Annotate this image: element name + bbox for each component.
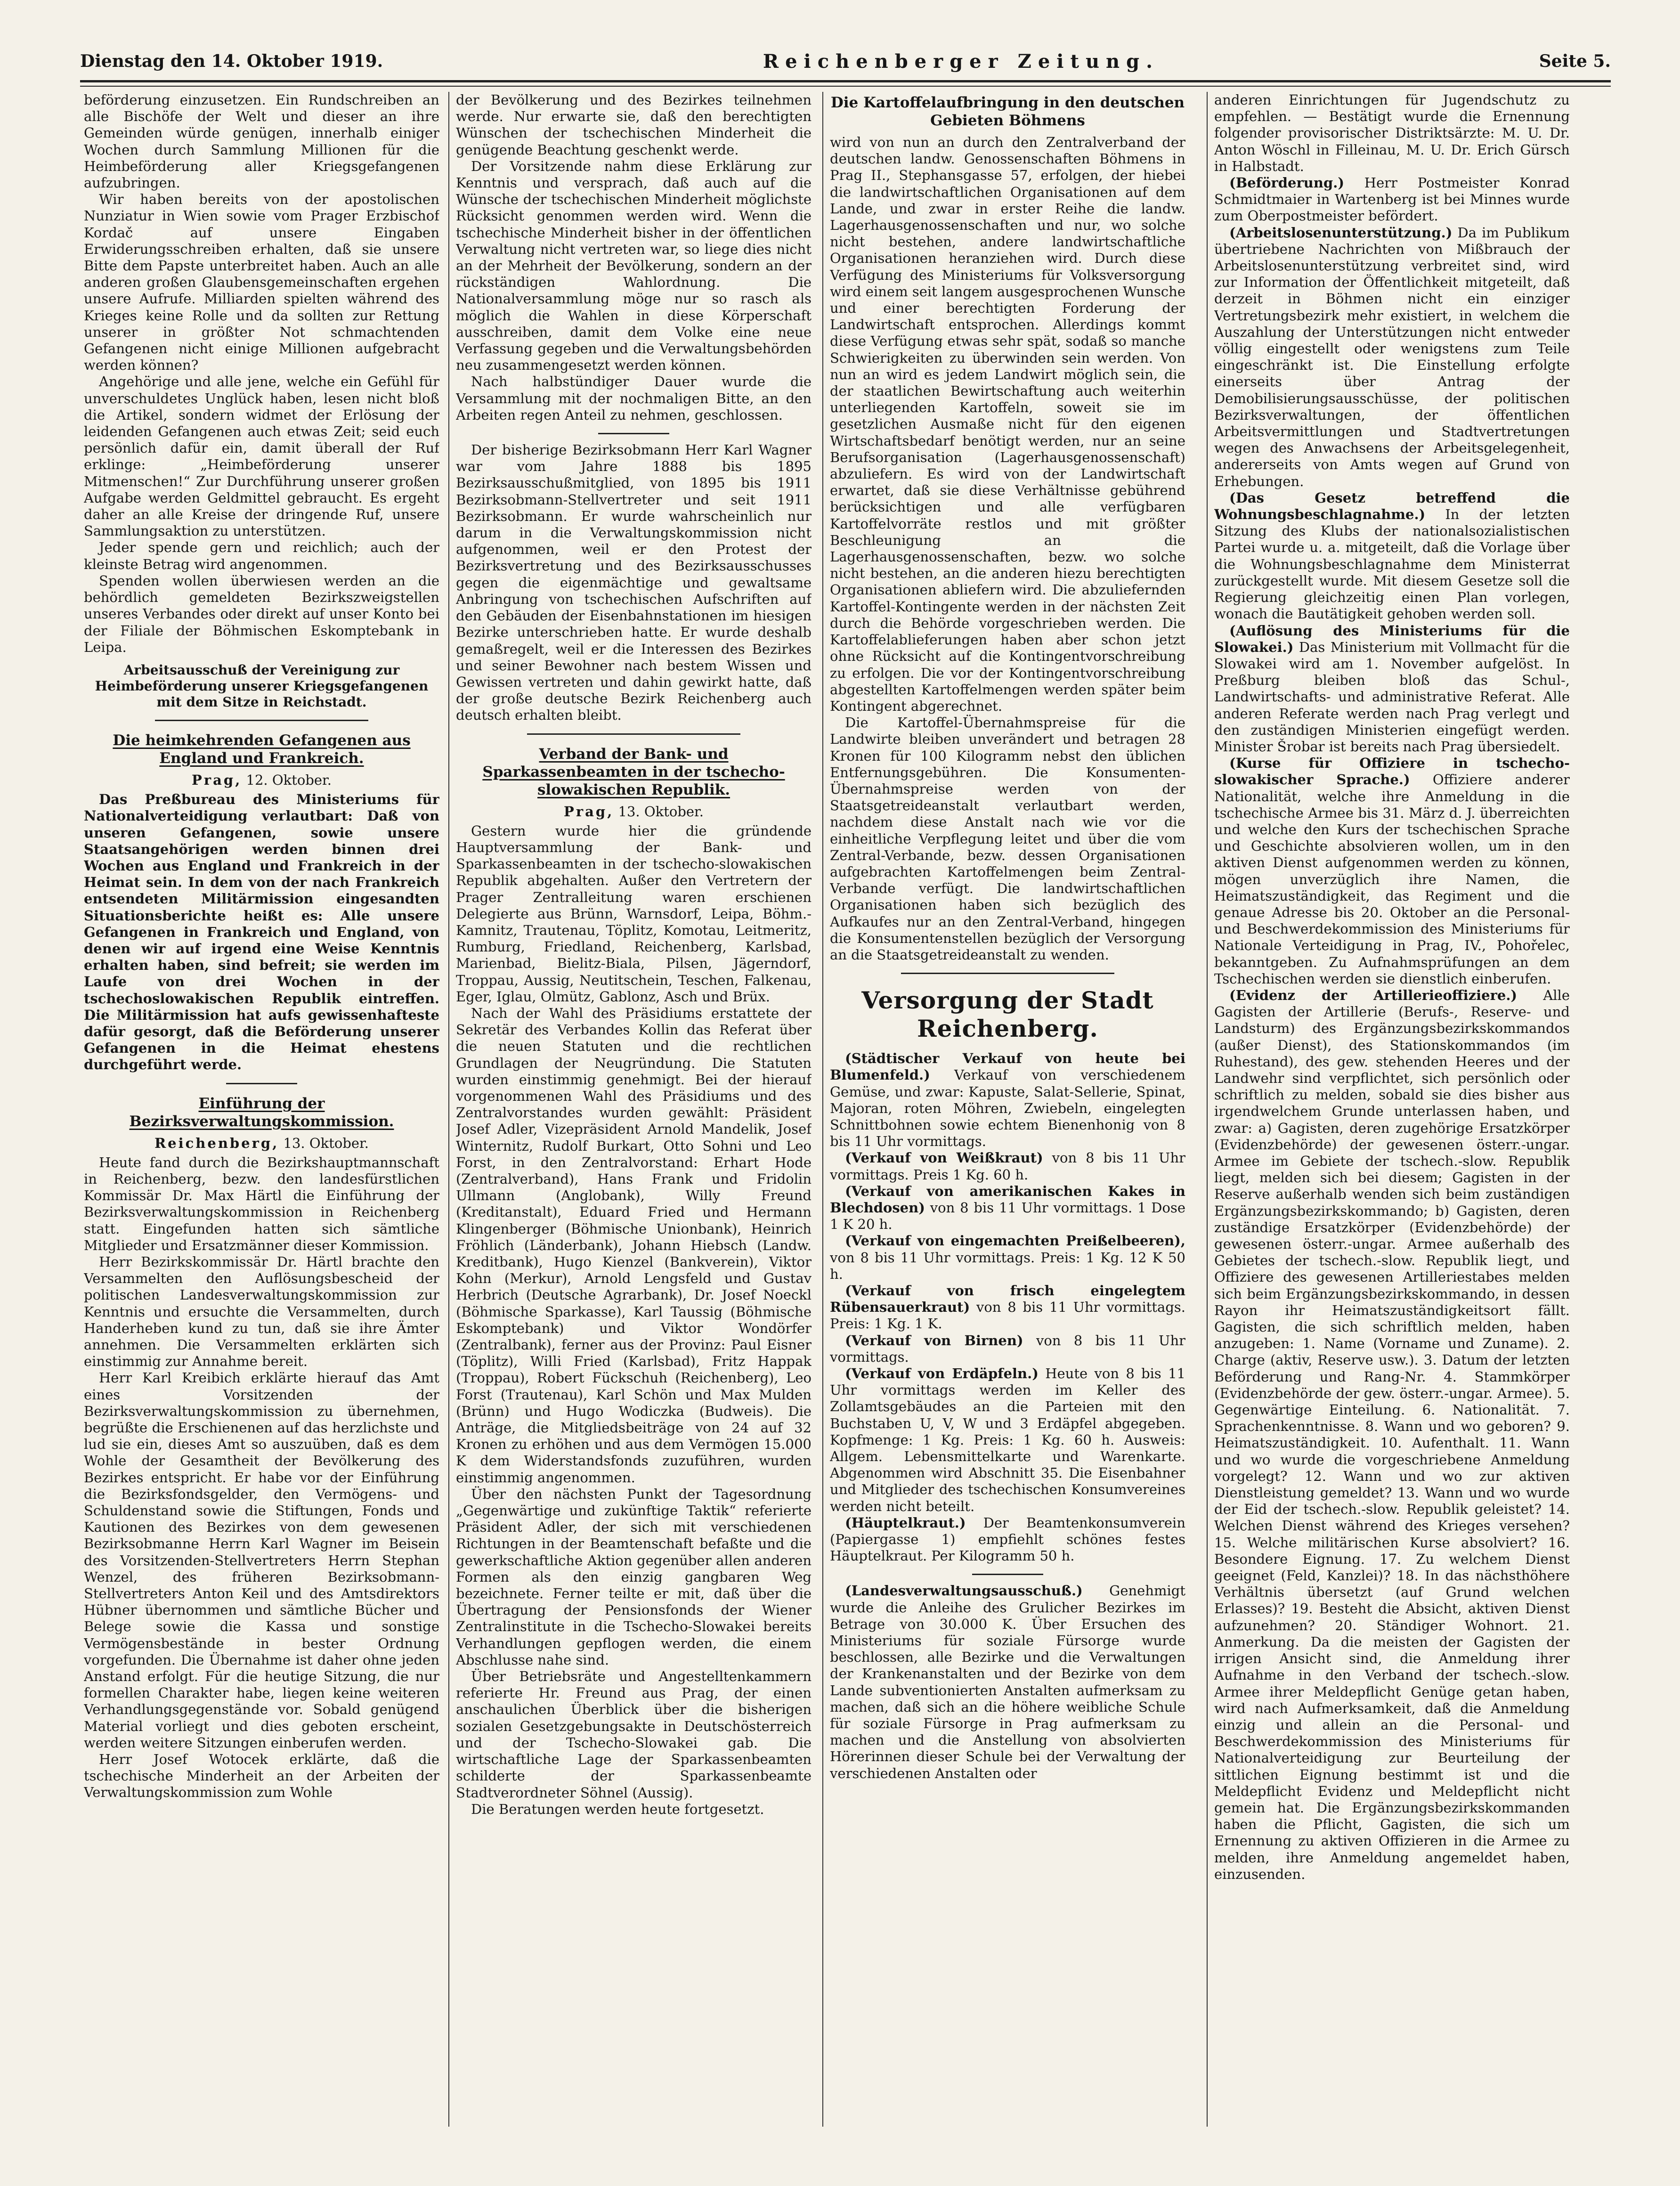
page-number: Seite 5.: [1539, 51, 1611, 71]
paragraph: Die Kartoffel-Übernahmspreise für die Landwirte bleiben unverändert und betragen 28 Kronen für 100 Kilogramm nebst den üblichen Entfernungsgebühren. Die Konsumenten-Übernahmspreise werden von der Staatsgetreideanstalt verlautbart werden, nachdem diese Anstalt nach wie vor die einheitliche Verpflegung leitet und über die vom Zentral-Verbande, bezw. dessen Organisationen aufgebrachten Kartoffelmengen beim Zentral-Verbande verfügt. Die landwirtschaftlichen Organisationen haben sich bezüglich des Aufkaufes nur an den Zentral-Verband, hingegen die Konsumentenstellen bezüglich der Versorgung an die Staatsgetreideanstalt zu wenden.: [830, 715, 1185, 963]
item-text: von 8 bis 11 Uhr vormittags.: [830, 1332, 1185, 1365]
dateline-date: 13. Oktober.: [618, 803, 704, 820]
paragraph: der Bevölkerung und des Bezirkes teilnehmen werde. Nur erwarte sie, daß den berechtigten Wünschen der tschechischen Minderheit die genügende Beachtung geschenkt werde.: [456, 92, 812, 158]
paragraph: Über den nächsten Punkt der Tagesordnung „Gegenwärtige und zukünftige Taktik“ referierte Präsident Adler, der sich mit verschiedenen Richtungen in der Beamtenschaft befaßte und die gewerkschaftliche Aktion gegenüber allen anderen Formen als den einzig gangbaren Weg bezeichnete. Ferner teilte er mit, daß über die Übertragung der Pensionsfonds der Wiener Zentralinstitute in die Tschecho-Slowakei bereits Verhandlungen gepflogen werden, die einem Abschlusse nahe sind.: [456, 1486, 812, 1668]
news-item: [830, 1050, 1185, 1150]
column-2: [456, 92, 812, 2122]
item-title: (Verkauf von eingemachten Preißelbeeren),: [845, 1233, 1185, 1249]
paragraph: Heute fand durch die Bezirkshauptmannschaft in Reichenberg, bezw. den landesfürstlichen Kommissär Dr. Max Härtl die Einführung der Bezirksverwaltungskommission in Reichenberg statt. Eingefunden hatten sich sämtliche Mitglieder und Ersatzmänner dieser Kommission.: [84, 1154, 439, 1253]
paragraph: Herr Josef Wotocek erklärte, daß die tschechische Minderheit an der Arbeiten der Verwaltungskommission zum Wohle: [84, 1751, 439, 1801]
article-headline: Verband der Bank- und Sparkassenbeamten in der tschecho-slowakischen Republik.: [482, 745, 785, 798]
item-text: In der letzten Sitzung des Klubs der nationalsozialistischen Partei wurde u. a. mitgeteilt, daß die Vorlage über die Wohnungsbeschlagnahme dem Ministerrat zurückgestellt wurde. Mit diesem Gesetze soll die Regierung gleichzeitig einen Plan vorlegen, wonach die Bautätigkeit gehoben werden soll.: [1214, 506, 1570, 622]
news-item: [830, 1233, 1185, 1283]
paragraph: Das Preßbureau des Ministeriums für Nationalverteidigung verlautbart: Daß von unseren Gefangenen, sowie unsere Staatsangehörigen werden binnen drei Wochen aus England und Frankreich in der Heimat sein. In dem von der nach Frankreich entsendeten Militärmission eingesandten Situationsberichte heißt es: Alle unsere Gefangenen in Frankreich und England, von denen wir auf irgend eine Weise Kenntnis erhalten haben, sind befreit; sie werden im Laufe von drei Wochen in der tschechoslowakischen Republik eintreffen. Die Militärmission hat aufs gewissenhafteste dafür gesorgt, daß die Beförderung unserer Gefangenen in die Heimat ehestens durchgeführt werde.: [84, 791, 439, 1073]
paragraph: Der bisherige Bezirksobmann Herr Karl Wagner war vom Jahre 1888 bis 1895 Bezirksausschußmitglied, von 1895 bis 1911 Bezirksobmann-Stellvertreter und seit 1911 Bezirksobmann. Er wurde wahrscheinlich nur darum in die Verwaltungskommission nicht aufgenommen, weil er den Protest der Bezirksvertretung und des Bezirksausschusses gegen die eigenmächtige und gewaltsame Anbringung von tschechischen Aufschriften auf den Gebäuden der Eisenbahnstationen im hiesigen Bezirke unterschrieben hatte. Er wurde deshalb gemaßregelt, weil er die Interessen des Bezirkes und seiner Bewohner nach bestem Wissen und Gewissen vertreten und dahin gewirkt hatte, daß der große deutsche Bezirk Reichenberg auch deutsch erhalten bleibt.: [456, 442, 812, 723]
article-separator: [901, 973, 1114, 974]
article-separator: [155, 720, 368, 721]
article-separator: [527, 733, 740, 735]
dateline-place: Prag,: [564, 803, 614, 820]
article-headline: Die Kartoffelaufbringung in den deutschen Gebieten Böhmens: [830, 94, 1185, 129]
news-item: [830, 1365, 1185, 1515]
item-text: von 8 bis 11 Uhr vormittags. Preis: 1 Kg. 12 K 50 h.: [830, 1249, 1185, 1282]
item-text: Heute von 8 bis 11 Uhr vormittags werden im Keller des Zollamtsgebäudes an die Parteien mit den Buchstaben U, V, W und 3 Erdäpfel abgegeben. Kopfmenge: 1 Kg. Preis: 1 Kg. 60 h. Ausweis: Allgem. Lebensmittelkarte und Warenkarte. Abgenommen wird Abschnitt 35. Die Eisenbahner und Mitglieder des tschechischen Konsumvereines werden nicht beteilt.: [830, 1365, 1185, 1514]
article-separator: [598, 433, 669, 434]
dateline: [456, 804, 812, 820]
paragraph: Nach der Wahl des Präsidiums erstattete der Sekretär des Verbandes Kollin das Referat über die neuen Statuten und die rechtlichen Grundlagen der Neugründung. Die Statuten wurden einstimmig genehmigt. Bei der hierauf vorgenommenen Wahl des Präsidiums und des Zentralvorstandes wurden gewählt: Präsident Josef Adler, Vizepräsident Arnold Mandelik, Josef Winternitz, Rudolf Burkart, Otto Sohni und Leo Forst, in den Zentralvorstand: Erhart Hode (Zentralverband), Hans Frank und Fridolin Ullmann (Anglobank), Willy Freund (Kreditanstalt), Eduard Fried und Hermann Klingenberger (Böhmische Unionbank), Heinrich Fröhlich (Länderbank), Johann Hiebsch (Landw. Kreditbank), Hugo Kienzel (Bankverein), Viktor Kohn (Merkur), Arnold Lengsfeld und Gustav Herbrich (Deutsche Agrarbank), Dr. Josef Noeckl (Böhmische Sparkasse), Karl Taussig (Böhmische Eskomptebank) und Viktor Wondörfer (Zentralbank), ferner aus der Provinz: Paul Eisner (Töplitz), Willi Fried (Karlsbad), Fritz Happak (Troppau), Robert Fückschuh (Reichenberg), Leo Forst (Trautenau), Karl Schön und Max Mulden (Brünn) und Hugo Wodiczka (Budweis). Die Anträge, die Mitgliedsbeiträge von 24 auf 32 Kronen zu erhöhen und aus dem Vermögen 15.000 K dem Widerstandsfonds zuzuführen, wurden einstimmig angenommen.: [456, 1005, 812, 1486]
paragraph: Wir haben bereits von der apostolischen Nunziatur in Wien sowie vom Prager Erzbischof Kordač auf unsere Eingaben Erwiderungsschreiben erhalten, daß sie unsere Bitte dem Papste unterbreitet haben. Auch an alle anderen großen Glaubensgemeinschaften ergehen unsere Aufrufe. Milliarden spielten während des Krieges keine Rolle und da sollten zur Rettung unserer in größter Not schmachtenden Gefangenen nicht einige Millionen aufgebracht werden können?: [84, 191, 439, 374]
item-text: von 8 bis 11 Uhr vormittags. 1 Dose 1 K 20 h.: [830, 1199, 1185, 1233]
item-title: (Landesverwaltungsausschuß.): [845, 1583, 1083, 1599]
paragraph: Über Betriebsräte und Angestelltenkammern referierte Hr. Freund aus Prag, der einen anschaulichen Überblick über die bisherigen sozialen Gesetzgebungsakte in Deutschösterreich und der Tschecho-Slowakei gab. Die wirtschaftliche Lage der Sparkassenbeamten schilderte der Sparkassenbeamte Stadtverordneter Söhnel (Aussig).: [456, 1668, 812, 1801]
header-rule: [80, 80, 1611, 82]
item-text: Der Beamtenkonsumverein (Papiergasse 1) empfiehlt schönes festes Häuptelkraut. Per Kilogramm 50 h.: [830, 1514, 1185, 1564]
column-divider: [822, 92, 823, 2127]
header-date: Dienstag den 14. Oktober 1919.: [80, 51, 383, 71]
article-separator: [972, 1574, 1043, 1575]
dateline: [84, 772, 439, 788]
item-text: von 8 bis 11 Uhr vormittags. Preis 1 Kg. 60 h.: [830, 1150, 1185, 1183]
news-item: [1214, 755, 1570, 987]
paragraph: Der Vorsitzende nahm diese Erklärung zur Kenntnis und versprach, daß auch auf die Wünsche der tschechischen Minderheit möglichste Rücksicht genommen werden wird. Wenn die tschechische Minderheit bisher in der öffentlichen Verwaltung nicht vertreten war, so liege dies nicht an der Mehrheit der Bevölkerung, sondern an der rückständigen Wahlordnung. Die Nationalversammlung möge nur so rasch als möglich die Wahlen in diese Körperschaft ausschreiben, damit dem Volke eine neue Verfassung gegeben und die Verwaltungsbehörden neu zusammengesetzt werden können.: [456, 158, 812, 374]
item-title: (Städtischer Verkauf von heute bei Blumenfeld.): [830, 1050, 1185, 1083]
dateline-place: Reichenberg,: [154, 1135, 279, 1151]
paragraph: Herr Karl Kreibich erklärte hierauf das Amt eines Vorsitzenden der Bezirksverwaltungskommission zu übernehmen, begrüßte die Erschienenen auf das herzlichste und lud sie ein, dieses Amt so auszuüben, daß es dem Wohle der Gesamtheit der Bevölkerung des Bezirkes entspricht. Er habe vor der Einführung die Bezirksfondsgelder, den Vermögens- und Schuldenstand sowie die Stiftungen, Fonds und Kautionen des Bezirkes von dem gewesenen Bezirksobmanne Herrn Karl Wagner im Beisein des Vorsitzenden-Stellvertreters Herrn Stephan Wenzel, des früheren Bezirksobmann-Stellvertreters Anton Keil und des Amtsdirektors Hübner übernommen und sämtliche Bücher und Belege sowie die Kassa und sonstige Vermögensbestände in bester Ordnung vorgefunden. Die Übernahme ist daher ohne jeden Anstand erfolgt. Für die heutige Sitzung, die nur formellen Charakter habe, liegen keine weiteren Verhandlungsgegenstände vor. Sobald genügend Material vorliegt und dies geboten erscheint, werden weitere Sitzungen einberufen werden.: [84, 1370, 439, 1751]
news-item: [830, 1333, 1185, 1365]
news-item: [830, 1183, 1185, 1233]
item-title: (Häuptelkraut.): [845, 1514, 966, 1531]
column-3: [830, 92, 1185, 2127]
paragraph: Angehörige und alle jene, welche ein Gefühl für unverschuldetes Unglück haben, lesen nicht bloß die Artikel, sondern widmet der Erlösung der leidenden Gefangenen auch etwas Zeit; seid euch persönlich dafür ein, damit überall der Ruf erklinge: „Heimbeförderung unserer Mitmenschen!“ Zur Durchführung unserer großen Aufgabe werden Geldmittel gebraucht. Es ergeht daher an alle Kreise der dringende Ruf, unsere Sammlungsaktion zu unterstützen.: [84, 374, 439, 539]
news-item: [1214, 225, 1570, 490]
dateline-date: 13. Oktober.: [283, 1135, 369, 1151]
paragraph: Spenden wollen überwiesen werden an die behördlich gemeldeten Bezirkszweigstellen unseres Verbandes oder direkt auf unser Konto bei der Filiale der Böhmischen Eskomptebank in Leipa.: [84, 572, 439, 655]
paragraph: Herr Bezirkskommissär Dr. Härtl brachte den Versammelten den Auflösungsbescheid der politischen Landesverwaltungskommission zur Kenntnis und ersuchte die Versammelten, durch Handerheben kund zu tun, daß sie ihre Ämter annehmen. Die Versammelten erklärten sich einstimmig zur Annahme bereit.: [84, 1253, 439, 1370]
news-item: [830, 1283, 1185, 1333]
paragraph: wird von nun an durch den Zentralverband der deutschen landw. Genossenschaften Böhmens in Prag II., Stephansgasse 57, erfolgen, der hiebei die landwirtschaftlichen Organisationen auf dem Lande, und zwar in erster Reihe die landw. Lagerhausgenossenschaften und nur, wo solche nicht bestehen, andere landwirtschaftliche Organisationen heranziehen wird. Durch diese Verfügung des Ministeriums für Volksversorgung wird einem seit langem ausgesprochenen Wunsche und einer berechtigten Forderung der Landwirtschaft entsprochen. Allerdings kommt diese Verfügung etwas sehr spät, sodaß so manche Schwierigkeiten zu überwinden sein werden. Von nun an wird es jedem Landwirt möglich sein, die der staatlichen Bewirtschaftung auch weiterhin unterliegenden Kartoffeln, soweit sie im gesetzlichen Ausmaße nicht für den eigenen Wirtschaftsbedarf benötigt werden, nur an seine Berufsorganisation (Lagerhausgenossenschaft) abzuliefern. Es wird von der Landwirtschaft erwartet, daß sie diese Verhältnisse gebührend berücksichtigen und alle verfügbaren Kartoffelvorräte restlos und mit größter Beschleunigung an die Lagerhausgenossenschaften, bezw. wo solche nicht bestehen, an die anderen hiezu berechtigten Organisationen abliefern wird. Die abzuliefernden Kartoffel-Kontingente werden in der nächsten Zeit durch die Behörde vorgeschrieben werden. Die Kartoffelablieferungen haben aber schon jetzt ohne Rücksicht auf die Kontingentvorschreibung zu erfolgen. Die vor der Kontingentvorschreibung abgestellten Kartoffelmengen werden später beim Kontingent abgerechnet.: [830, 134, 1185, 714]
column-4: [1214, 92, 1570, 2127]
item-text: Offiziere anderer Nationalität, welche ihre Anmeldung in die tschechische Armee bis 31. März d. J. überreichten und welche den Kurs der tschechischen Sprache und Geschichte absolvieren wollen, um in den aktiven Dienst aufgenommen werden zu können, mögen unverzüglich ihre Namen, die Heimatszuständigkeit, das Regiment und die genaue Adresse bis 20. Oktober an die Personal- und Beschwerdekommission des Ministeriums für Nationale Verteidigung in Prag, IV., Pohořelec, bekanntgeben. Zu Aufnahmsprüfungen an dem Tschechischen werden sie dienstlich einberufen.: [1214, 772, 1570, 987]
item-title: (Arbeitslosenunterstützung.): [1229, 224, 1453, 241]
header-rule-thin: [80, 86, 1611, 87]
article-separator: [226, 1083, 297, 1084]
item-text: Genehmigt wurde die Anleihe des Grulicher Bezirkes im Betrage von 30.000 K. Über Ersuchen des Ministeriums für soziale Fürsorge wurde beschlossen, alle Bezirke und die Verwaltungen der Krankenanstalten und der Bezirke von dem Lande subventionierten Anstalten aufmerksam zu machen, daß sich an die höhere weibliche Schule für soziale Fürsorge in Prag aufmerksam zu machen und die Anstellung von absolvierten Hörerinnen dieser Schule bei der Verwaltung der verschiedenen Anstalten oder: [830, 1583, 1185, 1781]
item-text: Herr Postmeister Konrad Schmidtmaier in Wartenberg ist bei Minnes wurde zum Oberpostmeister befördert.: [1214, 175, 1570, 224]
news-item: [1214, 175, 1570, 225]
page-header: [80, 47, 1611, 75]
item-text: Da im Publikum übertriebene Nachrichten von Mißbrauch der Arbeitslosenunterstützung verbreitet sind, wird zur Information der Öffentlichkeit mitgeteilt, daß derzeit in Böhmen nicht ein einziger Vertretungsbezirk mehr existiert, in welchem die Auszahlung der Unterstützungen nicht entweder völlig eingestellt oder wenigstens zum Teile eingeschränkt ist. Die Einstellung erfolgte einerseits über Antrag der Demobilisierungsausschüsse, der politischen Bezirksverwaltungen, der öffentlichen Arbeitsvermittlungen und Stadtvertretungen wegen des Anwachsens der Arbeitsgelegenheit, andererseits von Amts wegen auf Grund von Erhebungen.: [1214, 224, 1570, 489]
article-headline: Die heimkehrenden Gefangenen aus England und Frankreich.: [113, 731, 411, 767]
item-title: (Verkauf von amerikanischen Kakes in Blechdosen): [830, 1183, 1185, 1216]
article-headline: Einführung der Bezirksverwaltungskommission.: [129, 1095, 394, 1130]
section-headline: Versorgung der Stadt Reichenberg.: [861, 986, 1154, 1043]
paragraph: anderen Einrichtungen für Jugendschutz zu empfehlen. — Bestätigt wurde die Ernennung folgender provisorischer Distriktsärzte: M. U. Dr. Anton Wöschl in Filleinau, M. U. Dr. Erich Gürsch in Halbstadt.: [1214, 92, 1570, 174]
item-title: (Verkauf von Weißkraut): [845, 1150, 1043, 1166]
item-text: Alle Gagisten der Artillerie (Berufs-, Reserve- und Landsturm) des Ergänzungsbezirkskommandos (außer Dienst), des Stationskommandos (im Ruhestand), des gew. stehenden Heeres und der Landwehr sind verpflichtet, sich persönlich oder schriftlich zu melden, sobald sie dies bisher aus irgendwelchem Grunde unterlassen haben, und zwar: a) Gagisten, deren zugehörige Ersatzkörper (Evidenzbehörde) der gewesenen österr.-ungar. Armee im Gebiete der tschech.-slow. Republik liegt, melden sich bei diesem; Gagisten in der Reserve außerhalb wenden sich beim zuständigen Ergänzungsbezirkskommando; b) Gagisten, deren zuständige Ersatzkörper (Evidenzbehörde) der gewesenen österr.-ungar. Armee außerhalb des Gebietes der tschech.-slow. Republik liegt, und Offiziere des gewesenen Artilleriestabes melden sich beim Ergänzungsbezirkskommando, in dessen Rayon ihr Heimatszuständigkeitsort fällt. Gagisten, die sich schriftlich melden, haben anzugeben: 1. Name (Vorname und Zuname). 2. Charge (aktiv, Reserve usw.). 3. Datum der letzten Beförderung und Rang-Nr. 4. Stammkörper (Evidenzbehörde der gew. österr.-ungar. Armee). 5. Gegenwärtige Einteilung. 6. Nationalität. 7. Sprachenkenntnisse. 8. Wann und wo geboren? 9. Heimatszuständigkeit. 10. Aufenthalt. 11. Wann und wo wurde die vorgeschriebene Anmeldung vorgelegt? 12. Wann und wo zur aktiven Dienstleistung gemeldet? 13. Wann und wo wurde der Eid der tschech.-slow. Republik geleistet? 14. Welchen Dienst während des Krieges versehen? 15. Welche militärischen Kurse absolviert? 16. Besondere Eignung. 17. Zu welchem Dienst geeignet (Feld, Kanzlei)? 18. In das nächsthöhere Verhältnis übersetzt (auf Grund welchen Erlasses)? 19. Besteht die Absicht, aktiven Dienst aufzunehmen? 20. Ständiger Wohnort. 21. Anmerkung. Da die meisten der Gagisten der irrigen Ansicht sind, die Anmeldung ihrer Aufnahme in den Verband der tschech.-slow. Armee ihrer Meldepflicht Genüge getan haben, wird nach Aufmerksamkeit, daß die Anmeldung einzig und allein an die Personal- und Beschwerdekommission des Ministeriums für Nationalverteidigung zur Beurteilung der sittlichen Eignung bestimmt ist und die Meldepflicht Evidenz und Meldepflicht nicht gemein hat. Die Ergänzungsbezirkskommanden haben die Pflicht, Gagisten, die sich um Ernennung zu aktiven Offizieren in die Armee zu melden, ihre Anmeldung angemeldet haben, einzusenden.: [1214, 987, 1570, 1882]
item-title: (Beförderung.): [1229, 175, 1345, 191]
paragraph: Gestern wurde hier die gründende Hauptversammlung der Bank- und Sparkassenbeamten in der tschecho-slowakischen Republik abgehalten. Außer den Vertretern der Prager Zentralleitung waren erschienen Delegierte aus Brünn, Warnsdorf, Leipa, Böhm.-Kamnitz, Trautenau, Töplitz, Komotau, Leitmeritz, Rumburg, Friedland, Reichenberg, Karlsbad, Marienbad, Bielitz-Biala, Pilsen, Jägerndorf, Troppau, Aussig, Neutitschein, Teschen, Falkenau, Eger, Iglau, Olmütz, Gablonz, Asch und Brüx.: [456, 822, 812, 1005]
paragraph: Die Beratungen werden heute fortgesetzt.: [471, 1801, 764, 1817]
item-title: (Verkauf von Birnen): [845, 1332, 1023, 1349]
newspaper-title: Reichenberger Zeitung.: [763, 50, 1160, 73]
dateline: [84, 1135, 439, 1152]
news-item: [1214, 987, 1570, 1883]
news-item: [830, 1515, 1185, 1565]
item-title: (Verkauf von Erdäpfeln.): [845, 1365, 1039, 1382]
dateline-place: Prag,: [192, 772, 242, 788]
news-item: [1214, 490, 1570, 623]
paragraph: beförderung einzusetzen. Ein Rundschreiben an alle Bischöfe der Welt und dieser an ihre Gemeinden würde genügen, innerhalb einiger Wochen durch Sammlung Millionen für die Heimbeförderung aller Kriegsgefangenen aufzubringen.: [84, 92, 439, 191]
item-title: (Evidenz der Artillerieoffiziere.): [1229, 987, 1518, 1003]
news-item: [830, 1150, 1185, 1183]
item-title: (Verkauf von frisch eingelegtem Rübensauerkraut): [830, 1283, 1185, 1316]
news-item: [830, 1583, 1185, 1781]
item-title: (Das Gesetz betreffend die Wohnungsbeschlagnahme.): [1214, 489, 1570, 523]
article-signoff: Arbeitsausschuß der Vereinigung zur Heimbeförderung unserer Kriegsgefangenen mit dem Sitze in Reichstadt.: [95, 662, 429, 710]
item-title: (Auflösung des Ministeriums für die Slowakei.): [1214, 622, 1570, 655]
column-1: [84, 92, 439, 2117]
news-item: [1214, 623, 1570, 756]
dateline-date: 12. Oktober.: [246, 772, 332, 788]
paragraph: Nach halbstündiger Dauer wurde die Versammlung mit der nochmaligen Bitte, an den Arbeiten regen Anteil zu nehmen, geschlossen.: [456, 374, 812, 423]
column-divider: [1207, 92, 1208, 2127]
paragraph: Jeder spende gern und reichlich; auch der kleinste Betrag wird angenommen.: [84, 539, 439, 572]
item-text: Verkauf von verschiedenem Gemüse, und zwar: Kapuste, Salat-Sellerie, Spinat, Majoran, roten Möhren, Zwiebeln, eingelegten Schnittbohnen sowie echtem Bienenhonig von 8 bis 11 Uhr vormittags.: [830, 1067, 1185, 1150]
item-title: (Kurse für Offiziere in tschecho-slowakischer Sprache.): [1214, 755, 1570, 788]
column-divider: [448, 92, 449, 2127]
item-text: Das Ministerium mit Vollmacht für die Slowakei wird am 1. November aufgelöst. In Preßburg bleiben bloß das Schul-, Landwirtschafts- und administrative Referat. Alle anderen Referate werden nach Prag verlegt und den zuständigen Ministerien eingefügt werden. Minister Šrobar ist bereits nach Prag übersiedelt.: [1214, 639, 1570, 755]
item-text: von 8 bis 11 Uhr vormittags. Preis: 1 Kg. 1 K.: [830, 1299, 1185, 1332]
